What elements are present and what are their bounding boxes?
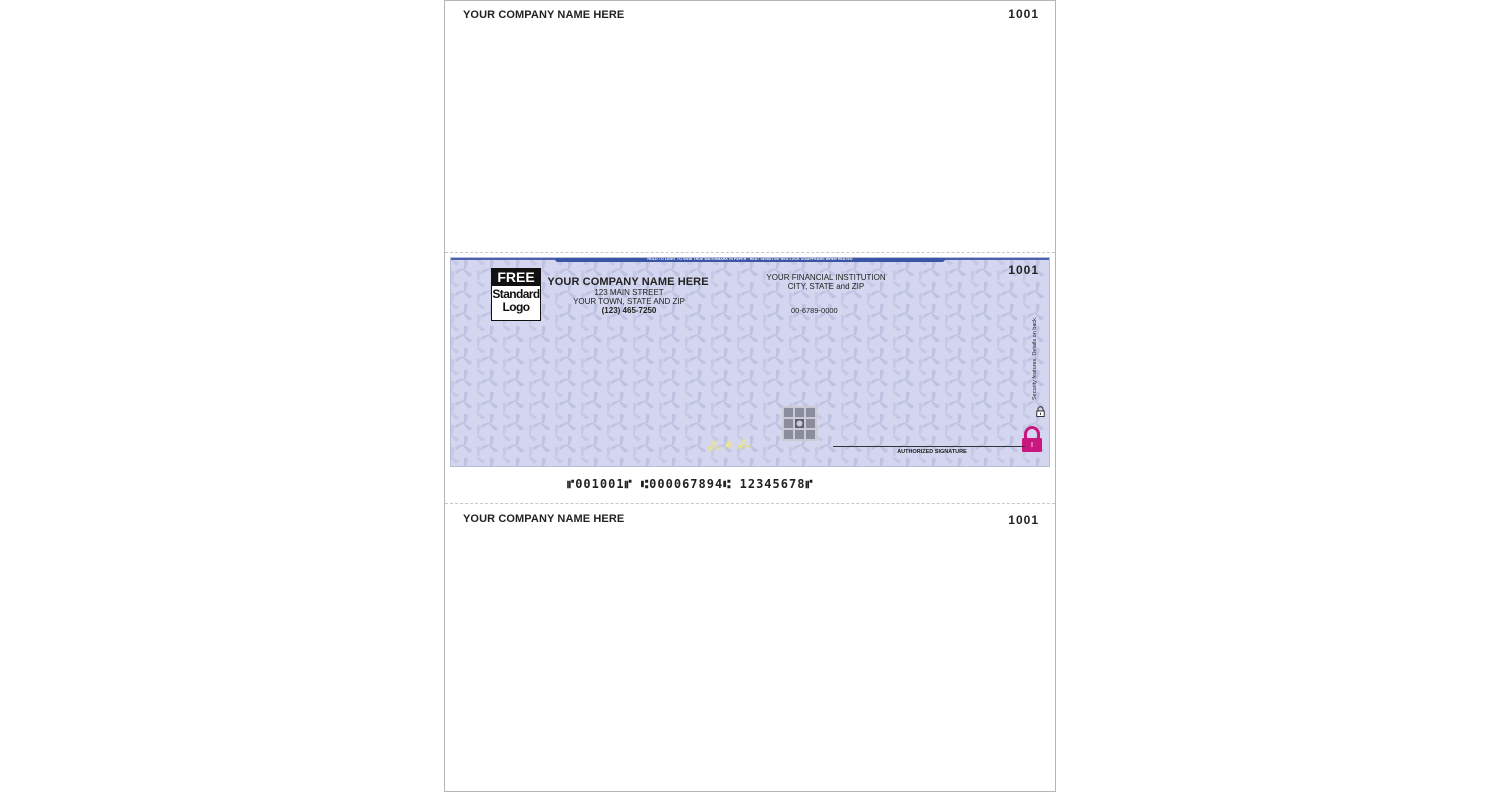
routing-fraction: 00-6789-0000 — [791, 306, 838, 315]
hologram-icon — [782, 406, 817, 441]
perforation-bottom — [445, 503, 1055, 504]
check-sheet — [444, 0, 1056, 792]
perforation-top — [445, 252, 1055, 253]
check-face — [450, 257, 1050, 467]
bank-city: CITY, STATE and ZIP — [787, 281, 865, 291]
security-note: Security features. Details on back. — [1032, 316, 1038, 400]
top-stub-check-number: 1001 — [1008, 7, 1039, 21]
logo-logo-text: Logo — [502, 300, 530, 314]
top-stub-company: YOUR COMPANY NAME HERE — [463, 9, 625, 21]
security-band — [555, 258, 945, 262]
company-address-block — [549, 276, 709, 316]
bottom-stub-check-number: 1001 — [1008, 513, 1039, 527]
company-name: YOUR COMPANY NAME HERE — [547, 276, 709, 288]
micr-line: ⑈001001⑈ ⑆000067894⑆ 12345678⑈ — [567, 477, 814, 491]
logo-standard-text: Standard — [492, 287, 540, 301]
bank-name: YOUR FINANCIAL INSTITUTION — [766, 273, 886, 282]
padlock-icon — [1036, 406, 1045, 417]
company-logo — [491, 268, 541, 321]
signature-label: AUTHORIZED SIGNATURE — [897, 449, 967, 455]
company-city: YOUR TOWN, STATE AND ZIP — [573, 297, 685, 306]
bank-block — [751, 274, 901, 291]
yellow-watermark: ⁂✶⁂ — [706, 436, 754, 456]
logo-free-text: FREE — [492, 269, 540, 286]
security-band-text: HOLD TO LIGHT TO VIEW TRUE WATERMARK IN PAPER · HEAT SENSITIVE RED LOCK DISAPPEARS WHEN HEATED — [647, 257, 853, 261]
company-phone: (123) 465-7250 — [601, 306, 657, 315]
signature-line[interactable] — [833, 446, 1025, 447]
check-number: 1001 — [1008, 263, 1039, 277]
bottom-stub-company: YOUR COMPANY NAME HERE — [463, 513, 625, 525]
company-street: 123 MAIN STREET — [594, 288, 664, 297]
